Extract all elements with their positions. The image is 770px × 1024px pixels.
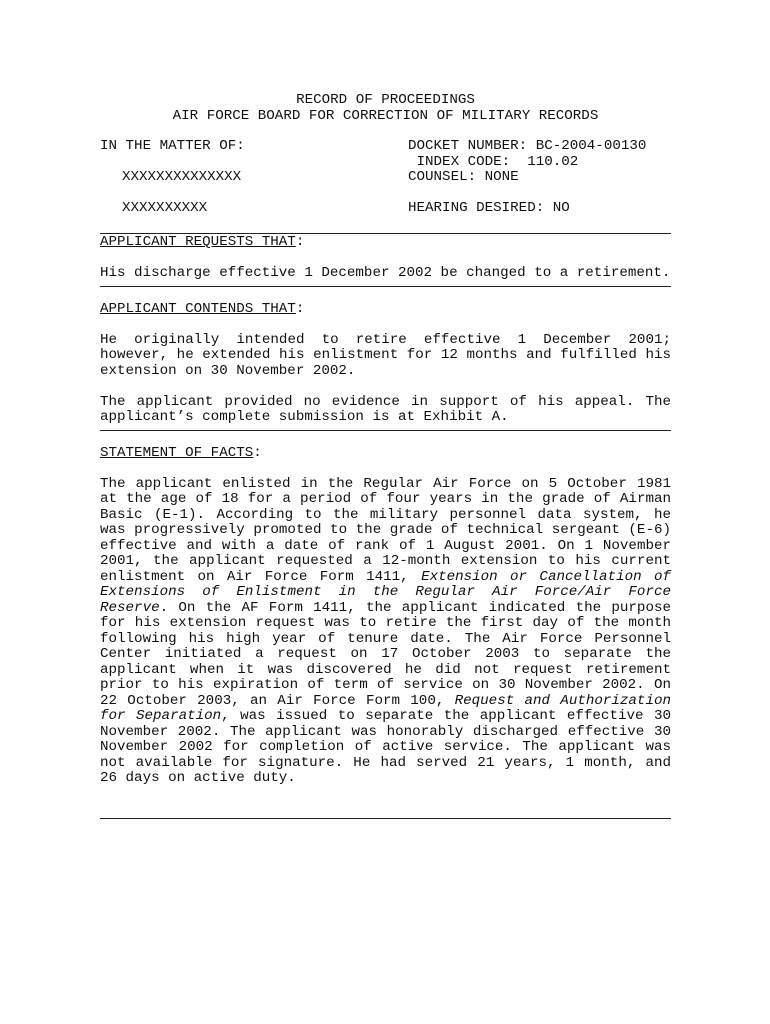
matter-left-column — [100, 139, 400, 217]
divider — [100, 818, 671, 819]
contends-heading-colon: : — [295, 300, 305, 317]
matter-block — [100, 139, 671, 217]
index-code: INDEX CODE: 110.02 — [408, 153, 579, 170]
document-page — [100, 93, 671, 819]
requests-heading-colon: : — [295, 234, 305, 250]
facts-paragraph — [100, 477, 671, 787]
board-title: AIR FORCE BOARD FOR CORRECTION OF MILITARY RECORDS — [172, 107, 599, 124]
hearing-desired: HEARING DESIRED: NO — [408, 200, 570, 216]
requests-heading: APPLICANT REQUESTS THAT — [100, 234, 296, 250]
af-form-100-title: Request and Authorization for Separation — [100, 692, 671, 724]
counsel: COUNSEL: NONE — [408, 169, 519, 185]
requests-heading-line — [100, 235, 671, 251]
record-title: RECORD OF PROCEEDINGS — [296, 92, 475, 108]
matter-label: IN THE MATTER OF: — [100, 138, 245, 154]
contends-heading: APPLICANT CONTENDS THAT — [100, 300, 296, 317]
facts-text-part-c: , was issued to separate the applicant effective 30 November 2002. The applicant was honorably discharged effective 30 November 2002 for completion of active service. The applicant was not available for signature. He had served 21 years, 1 month, and 26 days on active duty. — [100, 708, 671, 786]
applicant-name-redacted: XXXXXXXXXXXXXX — [122, 169, 242, 185]
contends-paragraph-2: The applicant provided no evidence in support of his appeal. The applicant’s complete submission is at Exhibit A. — [100, 393, 671, 425]
facts-heading: STATEMENT OF FACTS — [100, 444, 254, 461]
requests-text: His discharge effective 1 December 2002 be changed to a retirement. — [100, 265, 671, 281]
facts-text-part-b: . On the AF Form 1411, the applicant indicated the purpose for his extension request was to retire the first day of the month following his high year of tenure date. The Air Force Personnel Center initiated a request on 17 October 2003 to separate the applicant when it was discovered he did not request retirement prior to his expiration of term of service on 30 November 2002. On 22 October 2003, an Air Force Form 100, — [100, 599, 671, 709]
facts-heading-line — [100, 446, 671, 462]
matter-right-column — [408, 139, 671, 217]
docket-number: DOCKET NUMBER: BC-2004-00130 — [408, 138, 647, 154]
facts-heading-colon: : — [253, 444, 262, 461]
contends-heading-line — [100, 302, 671, 318]
af-form-1411-title: Extension or Cancellation of Extensions of Enlistment in the Regular Air Force/Air Force Reserve — [100, 568, 671, 616]
divider — [100, 430, 671, 431]
applicant-id-redacted: XXXXXXXXXX — [122, 200, 208, 216]
facts-text-part-a: The applicant enlisted in the Regular Air Force on 5 October 1981 at the age of 18 for a period of four years in the grade of Airman Basic (E-1). According to the military personnel data system, he was progressively promoted to the grade of technical sergeant (E-6) effective and with a date of rank of 1 August 2001. On 1 November 2001, the applicant requested a 12-month extension to his current enlistment on Air Force Form 1411, — [100, 475, 671, 585]
contends-paragraph-1: He originally intended to retire effective 1 December 2001; however, he extended his enlistment for 12 months and fulfilled his extension on 30 November 2002. — [100, 331, 671, 379]
divider — [100, 286, 671, 287]
